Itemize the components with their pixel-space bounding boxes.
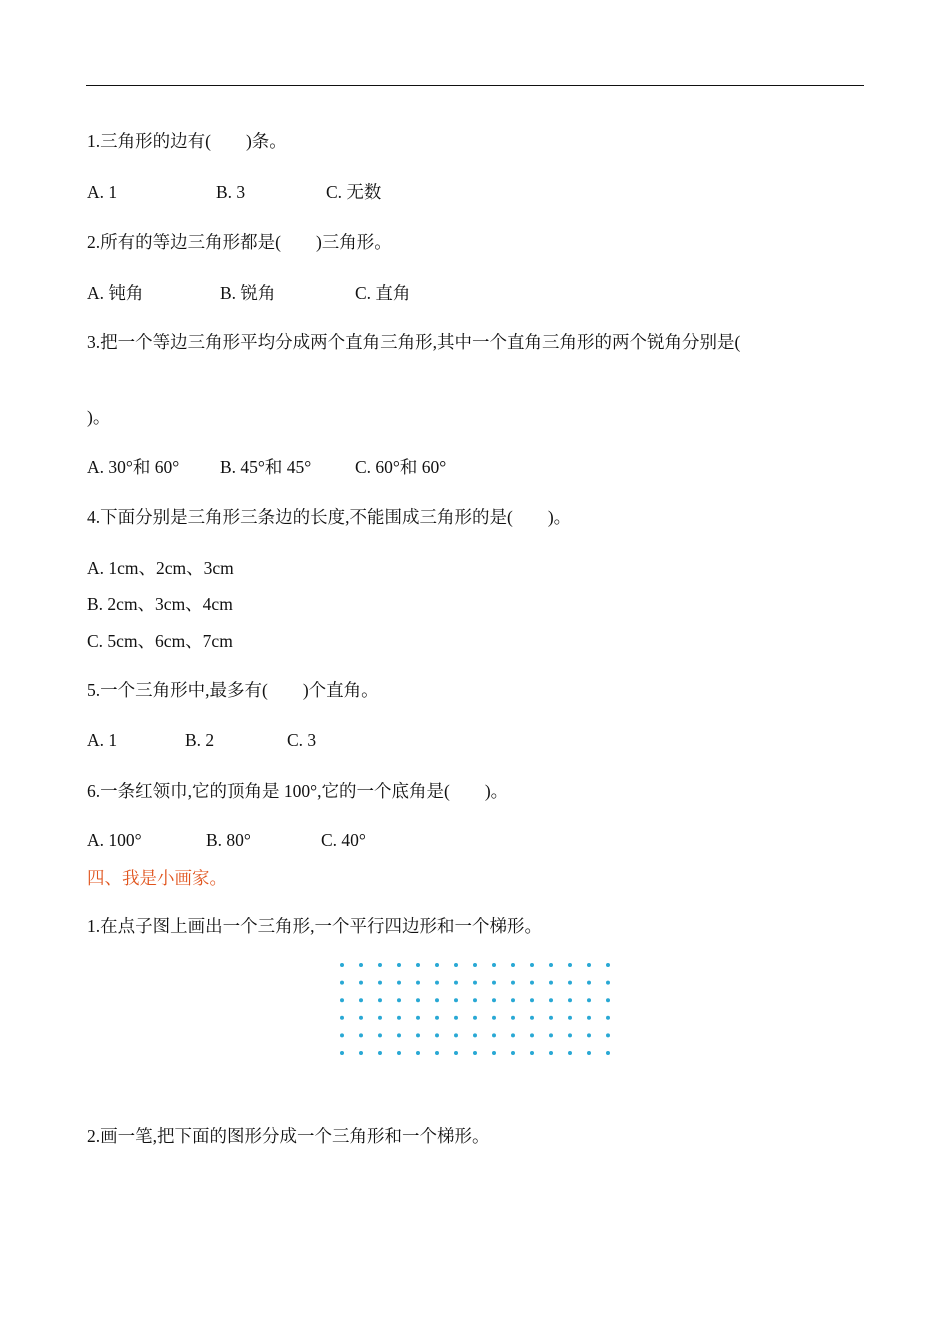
grid-dot — [568, 1033, 572, 1037]
grid-dot — [511, 1016, 515, 1020]
grid-dot — [454, 1051, 458, 1055]
grid-dot — [606, 1033, 610, 1037]
grid-dot — [340, 1033, 344, 1037]
grid-dot — [473, 1016, 477, 1020]
question-2: 2.所有的等边三角形都是( )三角形。 — [87, 232, 392, 252]
section-4-heading: 四、我是小画家。 — [87, 868, 227, 888]
grid-dot — [397, 1051, 401, 1055]
grid-dot — [454, 963, 458, 967]
q5-option-c: C. 3 — [287, 730, 317, 750]
question-5: 5.一个三角形中,最多有( )个直角。 — [87, 680, 379, 700]
question-3: 3.把一个等边三角形平均分成两个直角三角形,其中一个直角三角形的两个锐角分别是( — [87, 332, 741, 352]
grid-dot — [473, 1033, 477, 1037]
q1-option-b: B. 3 — [216, 182, 246, 202]
grid-dot — [340, 1016, 344, 1020]
question-4: 4.下面分别是三角形三条边的长度,不能围成三角形的是( )。 — [87, 507, 572, 527]
grid-dot — [492, 1016, 496, 1020]
grid-dot — [530, 1033, 534, 1037]
grid-dot — [340, 981, 344, 985]
grid-dot — [397, 1016, 401, 1020]
grid-dot — [454, 1033, 458, 1037]
grid-dot — [606, 963, 610, 967]
grid-dot — [587, 1051, 591, 1055]
grid-dot — [397, 1033, 401, 1037]
grid-dot — [492, 1033, 496, 1037]
header-rule — [86, 85, 864, 86]
grid-dot — [587, 1033, 591, 1037]
grid-dot — [549, 981, 553, 985]
grid-dot — [568, 1016, 572, 1020]
grid-dot — [511, 981, 515, 985]
grid-dot — [378, 1033, 382, 1037]
grid-dot — [397, 998, 401, 1002]
grid-dot — [435, 1033, 439, 1037]
question-6: 6.一条红领巾,它的顶角是 100°,它的一个底角是( )。 — [87, 781, 509, 801]
grid-dot — [568, 963, 572, 967]
question-3-end: )。 — [87, 407, 111, 427]
grid-dot — [511, 1033, 515, 1037]
grid-dot — [359, 1033, 363, 1037]
grid-dot — [378, 963, 382, 967]
grid-dot — [473, 963, 477, 967]
grid-dot — [549, 1033, 553, 1037]
q2-option-c: C. 直角 — [355, 283, 411, 303]
q1-option-a: A. 1 — [87, 182, 118, 202]
grid-dot — [473, 998, 477, 1002]
grid-dot — [530, 1051, 534, 1055]
grid-dot — [587, 1016, 591, 1020]
grid-dot — [378, 981, 382, 985]
q4-option-c: C. 5cm、6cm、7cm — [87, 631, 233, 651]
grid-dot — [378, 1016, 382, 1020]
grid-dot — [454, 1016, 458, 1020]
q3-option-c: C. 60°和 60° — [355, 457, 447, 477]
q3-option-a: A. 30°和 60° — [87, 457, 180, 477]
q3-option-b: B. 45°和 45° — [220, 457, 312, 477]
grid-dot — [359, 963, 363, 967]
grid-dot — [340, 998, 344, 1002]
grid-dot — [454, 981, 458, 985]
grid-dot — [606, 1051, 610, 1055]
q5-option-b: B. 2 — [185, 730, 215, 750]
grid-dot — [340, 1051, 344, 1055]
grid-dot — [397, 981, 401, 985]
grid-dot — [435, 963, 439, 967]
grid-dot — [568, 981, 572, 985]
grid-dot — [416, 1033, 420, 1037]
grid-dot — [606, 1016, 610, 1020]
draw-task-1: 1.在点子图上画出一个三角形,一个平行四边形和一个梯形。 — [87, 916, 542, 936]
grid-dot — [492, 998, 496, 1002]
grid-dot — [587, 981, 591, 985]
grid-dot — [492, 963, 496, 967]
grid-dot — [473, 981, 477, 985]
grid-dot — [416, 963, 420, 967]
grid-dot — [568, 1051, 572, 1055]
grid-dot — [549, 963, 553, 967]
grid-dot — [587, 998, 591, 1002]
q6-option-c: C. 40° — [321, 830, 366, 850]
grid-dot — [549, 998, 553, 1002]
grid-dot — [568, 998, 572, 1002]
q4-option-a: A. 1cm、2cm、3cm — [87, 558, 234, 578]
grid-dot — [511, 963, 515, 967]
grid-dot — [416, 1051, 420, 1055]
grid-dot — [530, 963, 534, 967]
grid-dot — [530, 981, 534, 985]
grid-dot — [359, 998, 363, 1002]
question-1: 1.三角形的边有( )条。 — [87, 131, 287, 151]
grid-dot — [416, 1016, 420, 1020]
grid-dot — [530, 998, 534, 1002]
q1-option-c: C. 无数 — [326, 182, 382, 202]
q5-option-a: A. 1 — [87, 730, 118, 750]
grid-dot — [340, 963, 344, 967]
q6-option-a: A. 100° — [87, 830, 142, 850]
q6-option-b: B. 80° — [206, 830, 251, 850]
grid-dot — [359, 981, 363, 985]
grid-dot — [435, 1051, 439, 1055]
grid-dot — [378, 1051, 382, 1055]
grid-dot — [397, 963, 401, 967]
grid-dot — [359, 1051, 363, 1055]
grid-dot — [416, 981, 420, 985]
grid-dot — [435, 981, 439, 985]
grid-dot — [492, 981, 496, 985]
grid-dot — [359, 1016, 363, 1020]
grid-dot — [606, 998, 610, 1002]
grid-dot — [416, 998, 420, 1002]
q2-option-b: B. 锐角 — [220, 283, 276, 303]
draw-task-2: 2.画一笔,把下面的图形分成一个三角形和一个梯形。 — [87, 1126, 490, 1146]
grid-dot — [454, 998, 458, 1002]
grid-dot — [549, 1051, 553, 1055]
grid-dot — [435, 1016, 439, 1020]
grid-dot — [473, 1051, 477, 1055]
grid-dot — [378, 998, 382, 1002]
grid-dot — [606, 981, 610, 985]
grid-dot — [530, 1016, 534, 1020]
grid-dot — [587, 963, 591, 967]
dot-grid — [334, 957, 616, 1057]
grid-dot — [549, 1016, 553, 1020]
grid-dot — [511, 1051, 515, 1055]
q2-option-a: A. 钝角 — [87, 283, 144, 303]
grid-dot — [492, 1051, 496, 1055]
grid-dot — [435, 998, 439, 1002]
q4-option-b: B. 2cm、3cm、4cm — [87, 594, 233, 614]
grid-dot — [511, 998, 515, 1002]
